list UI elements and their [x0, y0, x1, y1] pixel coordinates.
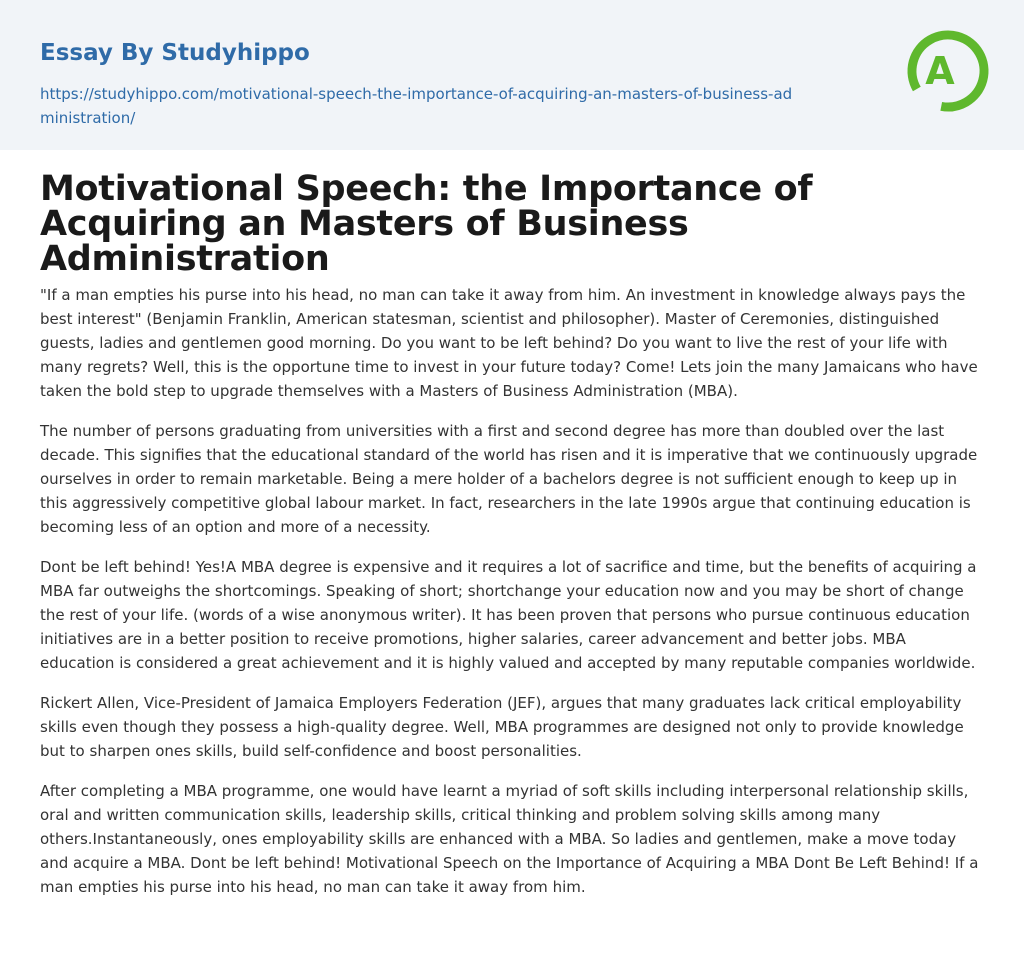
- source-url-link[interactable]: https://studyhippo.com/motivational-speech-the-importance-of-acquiring-an-masters-of-business-administration/: [40, 85, 793, 127]
- logo-letter: A: [925, 49, 955, 93]
- page-header: [0, 0, 1024, 150]
- article-paragraph: After completing a MBA programme, one would have learnt a myriad of soft skills including interpersonal relationship skills, oral and written communication skills, leadership skills, critical thinking and problem solving skills among many others.Instantaneously, ones employability skills are enhanced with a MBA. So ladies and gentlemen, make a move today and acquire a MBA. Dont be left behind! Motivational Speech on the Importance of Acquiring a MBA Dont Be Left Behind! If a man empties his purse into his head, no man can take it away from him.: [40, 782, 979, 896]
- brand-title: Essay By Studyhippo: [40, 40, 310, 66]
- article-title: Motivational Speech: the Importance of Acquiring an Masters of Business Administration: [40, 169, 813, 279]
- article-paragraph: Rickert Allen, Vice-President of Jamaica Employers Federation (JEF), argues that many graduates lack critical employability skills even though they possess a high-quality degree. Well, MBA programmes are designed not only to provide knowledge but to sharpen ones skills, build self-confidence and boost personalities.: [40, 694, 964, 760]
- article-paragraph: The number of persons graduating from universities with a first and second degree has more than doubled over the last decade. This signifies that the educational standard of the world has risen and it is imperative that we continuously upgrade ourselves in order to remain marketable. Being a mere holder of a bachelors degree is not sufficient enough to keep up in this aggressively competitive global labour market. In fact, researchers in the late 1990s argue that continuing education is becoming less of an option and more of a necessity.: [40, 422, 978, 536]
- article: [0, 150, 1024, 899]
- studyhippo-logo-icon[interactable]: [900, 26, 990, 116]
- article-paragraph: "If a man empties his purse into his head, no man can take it away from him. An investment in knowledge always pays the best interest" (Benjamin Franklin, American statesman, scientist and philosopher). Master of Ceremonies, distinguished guests, ladies and gentlemen good morning. Do you want to be left behind? Do you want to live the rest of your life with many regrets? Well, this is the opportune time to invest in your future today? Come! Lets join the many Jamaicans who have taken the bold step to upgrade themselves with a Masters of Business Administration (MBA).: [40, 286, 978, 400]
- article-paragraph: Dont be left behind! Yes!A MBA degree is expensive and it requires a lot of sacrifice and time, but the benefits of acquiring a MBA far outweighs the shortcomings. Speaking of short; shortchange your education now and you may be short of change the rest of your life. (words of a wise anonymous writer). It has been proven that persons who pursue continuous education initiatives are in a better position to receive promotions, higher salaries, career advancement and better jobs. MBA education is considered a great achievement and it is highly valued and accepted by many reputable companies worldwide.: [40, 558, 977, 672]
